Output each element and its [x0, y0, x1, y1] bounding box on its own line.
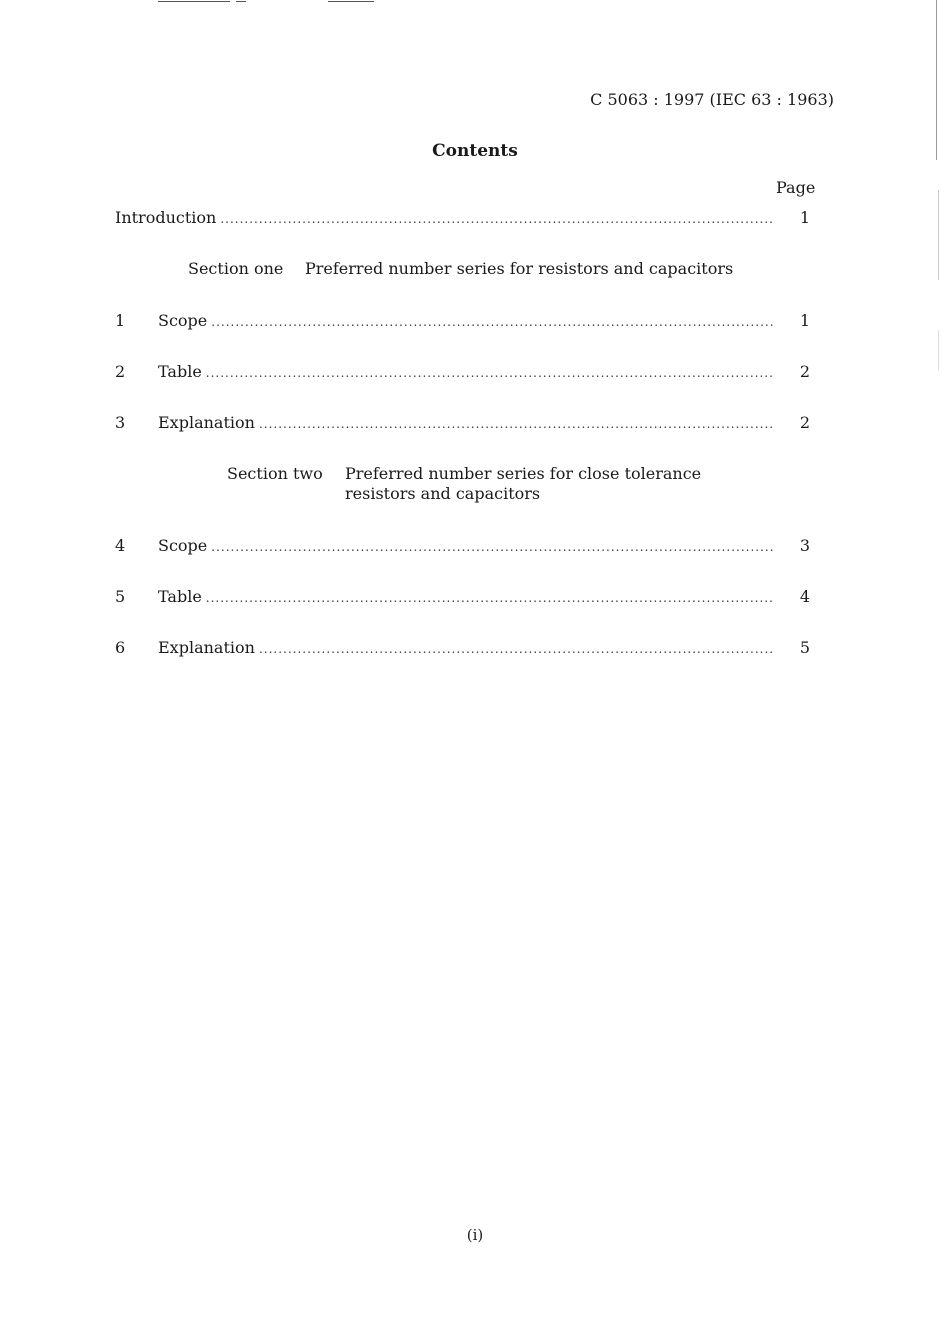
- section-two-title-line1: Preferred number series for close tolerance: [345, 464, 702, 483]
- toc-entry-page: 2: [799, 362, 811, 381]
- toc-entry-page: 2: [799, 413, 811, 432]
- scan-artifact-line: [158, 1, 230, 2]
- toc-leader-dots: [211, 315, 774, 329]
- toc-entry-number: 5: [115, 587, 126, 606]
- toc-entry-6[interactable]: [0, 638, 950, 660]
- toc-leader-dots: [206, 366, 774, 380]
- toc-entry-number: 4: [115, 536, 126, 555]
- toc-leader-dots: [206, 591, 774, 605]
- toc-entry-introduction[interactable]: [0, 208, 950, 230]
- page-column-label: Page: [776, 178, 816, 197]
- scan-artifact-line: [236, 1, 246, 2]
- section-one-label: Section one: [188, 259, 284, 278]
- toc-entry-5[interactable]: [0, 587, 950, 609]
- toc-entry-4[interactable]: [0, 536, 950, 558]
- toc-entry-label: Table: [158, 362, 202, 381]
- toc-entry-label: Scope: [158, 536, 208, 555]
- toc-entry-label: Scope: [158, 311, 208, 330]
- toc-entry-number: 3: [115, 413, 126, 432]
- toc-entry-label: Explanation: [158, 413, 255, 432]
- toc-label-line: [158, 413, 774, 432]
- toc-entry-number: 1: [115, 311, 126, 330]
- footer-page-number: (i): [466, 1226, 484, 1244]
- scan-artifact-edge: [938, 190, 939, 280]
- toc-label-line: [158, 311, 774, 330]
- toc-label-line: [158, 587, 774, 606]
- toc-entry-page: 5: [799, 638, 811, 657]
- section-one-title: Preferred number series for resistors and capacitors: [305, 259, 734, 278]
- toc-entry-number: 6: [115, 638, 126, 657]
- toc-leader-dots: [211, 540, 774, 554]
- section-one-heading: [188, 259, 733, 279]
- toc-label-line: [115, 208, 774, 227]
- scan-artifact-line: [328, 1, 374, 2]
- toc-entry-page: 1: [799, 311, 811, 330]
- scan-artifact-edge: [936, 0, 937, 160]
- toc-label-line: [158, 536, 774, 555]
- toc-entry-number: 2: [115, 362, 126, 381]
- toc-leader-dots: [259, 642, 774, 656]
- toc-leader-dots: [220, 212, 774, 226]
- toc-entry-page: 4: [799, 587, 811, 606]
- toc-leader-dots: [259, 417, 774, 431]
- contents-heading: Contents: [432, 141, 518, 161]
- toc-label-line: [158, 362, 774, 381]
- section-two-title: [345, 464, 701, 504]
- toc-entry-page: 1: [799, 208, 811, 227]
- toc-entry-label: Explanation: [158, 638, 255, 657]
- toc-entry-label: Table: [158, 587, 202, 606]
- toc-entry-label: Introduction: [115, 208, 217, 227]
- toc-entry-3[interactable]: [0, 413, 950, 435]
- toc-entry-1[interactable]: [0, 311, 950, 333]
- toc-entry-page: 3: [799, 536, 811, 555]
- section-two-label: Section two: [227, 464, 323, 483]
- toc-entry-2[interactable]: [0, 362, 950, 384]
- toc-label-line: [158, 638, 774, 657]
- document-id: C 5063 : 1997 (IEC 63 : 1963): [590, 90, 834, 109]
- section-two-title-line2: resistors and capacitors: [345, 484, 541, 503]
- section-two-heading: [227, 464, 701, 504]
